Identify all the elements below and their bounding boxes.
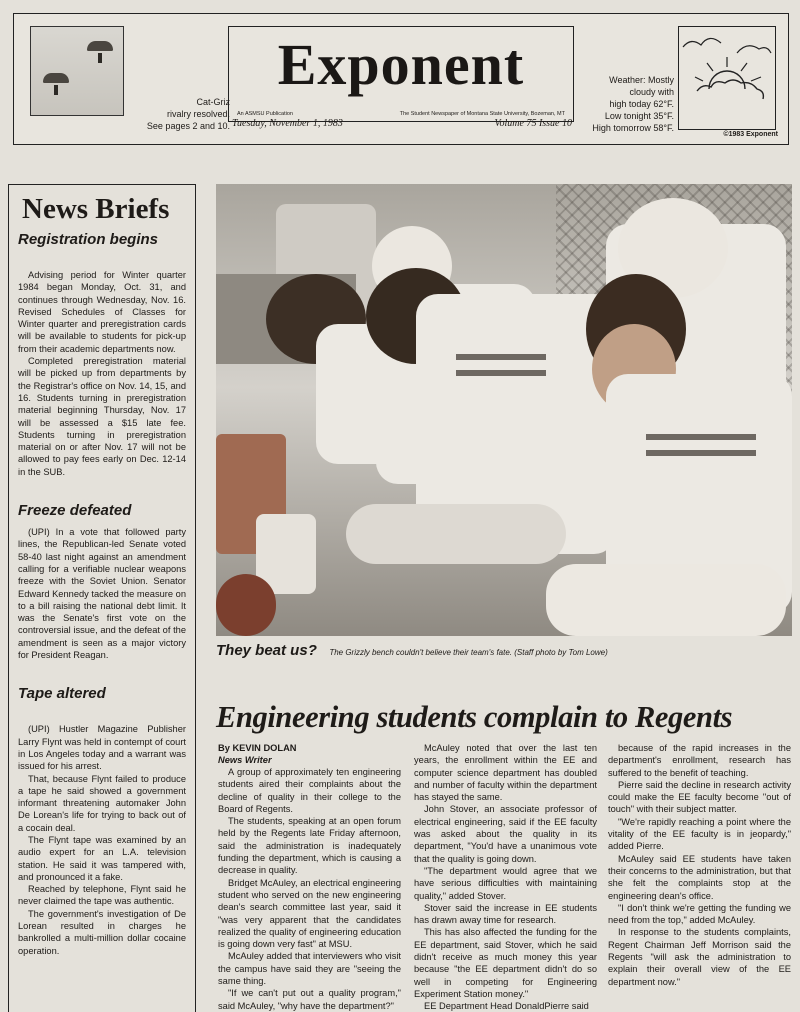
article-paragraph: EE Department Head DonaldPierre said [424,1001,589,1012]
news-briefs-title: News Briefs [22,193,170,225]
brief-heading: Freeze defeated [18,502,132,520]
brief-heading: Tape altered [18,685,106,703]
article-paragraph: "We're rapidly reaching a point where the vitality of the EE faculty is in jeopardy," added Pierre. [608,816,791,852]
article-paragraph: "The department would agree that we have serious difficulties with maintaining quality," added Stover. [414,865,597,901]
brief-tape [18,685,186,957]
article-column-2 [414,742,597,1012]
article-paragraph: Pierre said the decline in research activity could make the EE faculty become "out of touch" with their subject matter. [608,779,791,815]
brief-paragraph: Reached by telephone, Flynt said he never claimed the tape was authentic. [18,884,186,907]
newspaper-title: Exponent [277,32,525,97]
article-paragraph: "If we can't put out a quality program," said McAuley, "why have the department?" [218,988,401,1011]
brief-registration [18,231,186,478]
news-briefs-column [8,184,196,1012]
brief-paragraph: The Flynt tape was examined by an audio expert for an L.A. television station. He said it was tampered with, and pronounced it a fake. [18,834,186,882]
volume-issue: Volume 75 Issue 10 [494,118,572,129]
byline: By KEVIN DOLAN [218,743,297,753]
article-paragraph: McAuley added that interviewers who visit the campus have said they are "seeing the same thing. [218,951,401,987]
brief-paragraph: The government's investigation of De Lorean resulted in charges he bankrolled a multi-million dollar cocaine operation. [18,908,186,956]
article-headline: Engineering students complain to Regents [216,700,733,734]
brief-freeze [18,502,186,661]
brief-paragraph: Advising period for Winter quarter 1984 began Monday, Oct. 31, and continues through Wednesday, Nov. 16. Revised Schedules of Classes for Winter quarter and preregistration cards will be available to students for pick-up from their academic departments now. [18,270,186,354]
brief-heading: Registration begins [18,231,159,248]
subtitle-line: The Student Newspaper of Montana State University, Bozeman, MT [399,111,565,117]
weather-text: Weather: Mostly cloudy with high today 62°F. Low tonight 35°F. High tomorrow 58°F. [592,75,674,133]
article-paragraph: Bridget McAuley, an electrical engineering student who served on the new engineering dean's search committee last year, said it "was very apparent that the candidates realized the quality of engineering education is going down very fast" at MSU. [218,877,401,950]
issue-date: Tuesday, November 1, 1983 [232,118,343,129]
football-bench-photo [216,184,792,636]
byline-role: News Writer [218,755,272,765]
copyright: ©1983 Exponent [723,131,778,138]
photo-caption [216,642,792,660]
article-paragraph: McAuley noted that over the last ten years, the enrollment within the EE and computer science department has doubled and number of faculty within the department has stayed the same. [414,743,597,803]
brief-paragraph: (UPI) In a vote that followed party lines, the Republican-led Senate voted 58-40 last night against an amendment calling for a verifiable nuclear weapons freeze with the Soviet Union. Senator Edward Kennedy tacked the measure on to a bill raising the national debt limit. It was the Senate's first vote on the controversial issue, and the defeat of the amendment is seen as a major victory for President Reagan. [18,527,186,661]
brief-paragraph: That, because Flynt failed to produce a tape he said showed a government informant threatening automaker John De Lorean's life for trying to back out of a cocain deal. [18,773,186,833]
article-paragraph: John Stover, an associate professor of electrical engineering, said if the EE faculty was asked about the quality in its department, "You'd have a unanimous vote that the quality is going down. [414,804,597,864]
article-paragraph: A group of approximately ten engineering students aired their complaints about the decline of quality in their college to the Board of Regents. [218,767,401,814]
article-paragraph: because of the rapid increases in the department's enrollment, research has suffered to the benefit of teaching. [608,743,791,778]
article-paragraph: This has also affected the funding for the EE department, said Stover, which he said didn't receive as much money this year because "the EE department didn't do so well in competing for Engineering Experiment Station money." [414,927,597,999]
nameplate [228,26,574,122]
article-column-1 [218,742,401,1012]
article-paragraph: "I don't think we're getting the funding we need from the top," added McAuley. [608,902,791,926]
publisher-line: An ASMSU Publication [237,111,293,117]
article-paragraph: Stover said the increase in EE students has drawn away time for research. [414,902,597,926]
weather-icon [678,26,776,130]
brief-paragraph: Completed preregistration material will be picked up from departments by the Registrar's office on Nov. 14, 15, and 16. Students turning in preregistration material beginning Thursday, Nov. 17 will be assessed a $15 late fee. Students turning in preregistration material on or after Nov. 17 will not be allowed to pay fees early on Dec. 12-14 in the SUB. [18,356,186,477]
parachutists-photo [30,26,124,116]
masthead [13,13,789,145]
article-column-3 [608,742,791,988]
article-paragraph: McAuley said EE students have taken their concerns to the administration, but that she felt the complaints stop at the engineering dean's office. [608,853,791,901]
brief-paragraph: (UPI) Hustler Magazine Publisher Larry Flynt was held in contempt of court in Los Angeles today and a warrant was issued for his arrest. [18,724,186,772]
article-paragraph: In response to the students complaints, Regent Chairman Jeff Morrison said the Regents "will ask the administration to explain their overall view of the EE department now." [608,927,791,987]
caption-lead: They beat us? [216,642,317,659]
article-paragraph: The students, speaking at an open forum held by the Regents late Friday afternoon, said the administration is inadequately funding the department, which is causing a decrease in quality. [218,816,401,876]
teaser: Cat-Griz rivalry resolved. See pages 2 and 10. [146,97,230,131]
caption-text: The Grizzly bench couldn't believe their team's fate. (Staff photo by Tom Lowe) [329,648,608,657]
